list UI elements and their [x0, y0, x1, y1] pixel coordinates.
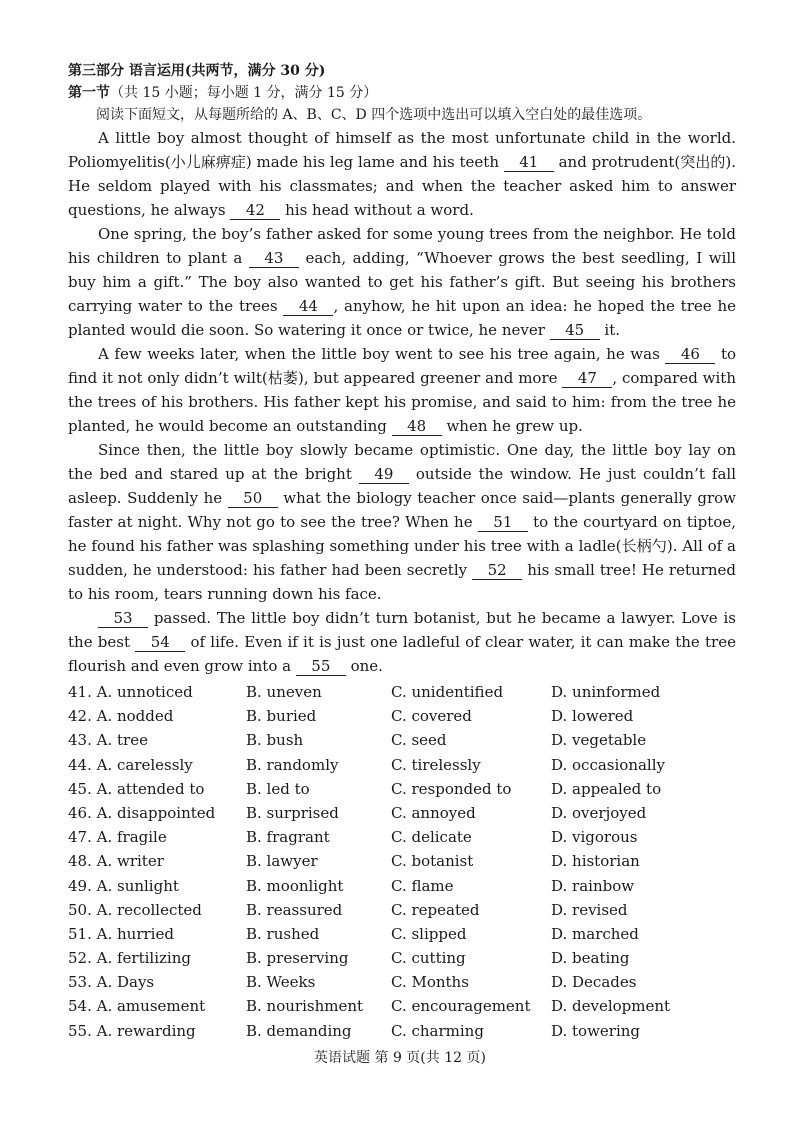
exam-page — [68, 60, 736, 1043]
passage-paragraph-5 — [68, 606, 736, 678]
option-row-50 — [68, 898, 736, 922]
blank-44: 44 — [283, 297, 333, 316]
option-b: B. rushed — [246, 924, 320, 943]
passage-text: A little boy almost thought of himself as the most unfortunate child in the world. Poliomyelitis(小儿麻痹症) made his leg lame and his teeth — [68, 129, 736, 171]
option-d: D. appealed to — [551, 779, 662, 798]
option-a: 43. A. tree — [68, 731, 148, 750]
blank-41: 41 — [504, 153, 554, 172]
passage-text: passed. The little boy didn’t turn botanist, but he became a lawyer. Love is the best — [68, 609, 736, 651]
option-c: C. seed — [391, 731, 447, 750]
option-d: D. marched — [551, 924, 639, 943]
passage-paragraph-2 — [68, 222, 736, 342]
section-heading — [68, 82, 736, 104]
option-d: D. vigorous — [551, 828, 638, 847]
option-c: C. charming — [391, 1021, 484, 1040]
option-a: 51. A. hurried — [68, 924, 174, 943]
option-b: B. uneven — [246, 683, 322, 701]
option-c: C. botanist — [391, 852, 474, 871]
option-row-47 — [68, 825, 736, 849]
option-a: 50. A. recollected — [68, 900, 202, 919]
option-c: C. delicate — [391, 828, 472, 847]
option-a: 46. A. disappointed — [68, 803, 216, 822]
option-row-46 — [68, 801, 736, 825]
option-b: B. lawyer — [246, 852, 318, 871]
page-footer: 英语试题 第 9 页(共 12 页) — [314, 1050, 486, 1066]
passage-text: his small tree! He returned to his room, tears running down his face. — [68, 561, 736, 603]
passage-text: A few weeks later, when the little boy went to see his tree again, he was — [98, 345, 666, 363]
option-row-52 — [68, 946, 736, 970]
passage-text: and protrudent(突出的). He seldom played with his classmates; and when the teacher asked him to answer questions, he always — [68, 153, 736, 219]
option-b: B. randomly — [246, 755, 339, 774]
option-a: 54. A. amusement — [68, 997, 206, 1016]
blank-43: 43 — [249, 249, 299, 268]
option-c: C. slipped — [391, 924, 467, 943]
option-row-53 — [68, 970, 736, 994]
section-label: 第一节 — [68, 85, 110, 101]
option-row-48 — [68, 849, 736, 873]
option-c: C. unidentified — [391, 683, 504, 701]
blank-42: 42 — [230, 201, 280, 220]
blank-51: 51 — [478, 513, 528, 532]
option-c: C. flame — [391, 876, 454, 895]
option-b: B. demanding — [246, 1021, 352, 1040]
blank-49: 49 — [359, 465, 409, 484]
option-row-54 — [68, 994, 736, 1018]
blank-48: 48 — [392, 417, 442, 436]
passage-text: to the courtyard on tiptoe, he found his father was splashing something under his tree with a ladle(长柄勺). All of a sudden, he understood: his father had been secretly — [68, 513, 736, 579]
option-a: 41. A. unnoticed — [68, 683, 193, 701]
option-c: C. repeated — [391, 900, 480, 919]
option-d: D. revised — [551, 900, 628, 919]
option-d: D. development — [551, 997, 671, 1016]
answer-options — [68, 680, 736, 1043]
passage-paragraph-4 — [68, 438, 736, 606]
option-a: 53. A. Days — [68, 973, 155, 992]
option-a: 52. A. fertilizing — [68, 949, 191, 968]
option-c: C. encouragement — [391, 997, 531, 1016]
option-b: B. bush — [246, 731, 304, 750]
passage-text: One spring, the boy’s father asked for some young trees from the neighbor. He told his children to plant a — [68, 225, 736, 267]
passage-text: what the biology teacher once said—plants generally grow faster at night. Why not go to see the tree? When he — [68, 489, 736, 531]
option-d: D. lowered — [551, 707, 634, 726]
blank-55: 55 — [296, 657, 346, 676]
option-d: D. uninformed — [551, 683, 661, 701]
option-c: C. tirelessly — [391, 755, 481, 774]
blank-50: 50 — [228, 489, 278, 508]
passage-text: , compared with the trees of his brothers. His father kept his promise, and said to him: from the tree he planted, he would become an outstanding — [68, 369, 736, 435]
option-row-41 — [68, 680, 736, 704]
option-a: 48. A. writer — [68, 852, 164, 871]
option-b: B. preserving — [246, 949, 349, 968]
passage-text: Since then, the little boy slowly became optimistic. One day, the little boy lay on the bed and stared up at the bright — [68, 441, 736, 483]
option-a: 42. A. nodded — [68, 707, 174, 726]
passage-text: it. — [599, 321, 621, 339]
blank-45: 45 — [550, 321, 600, 340]
passage-text: when he grew up. — [441, 417, 583, 435]
option-b: B. fragrant — [246, 828, 330, 847]
passage-text: each, adding, “Whoever grows the best seedling, I will buy him a gift.” The boy also wanted to get his father’s gift. But seeing his brothers carrying water to the trees — [68, 249, 737, 315]
blank-52: 52 — [472, 561, 522, 580]
option-row-45 — [68, 777, 736, 801]
option-c: C. covered — [391, 707, 472, 726]
option-row-43 — [68, 728, 736, 752]
passage-text: to find it not only didn’t wilt(枯萎), but appeared greener and more — [68, 345, 737, 387]
option-a: 49. A. sunlight — [68, 876, 179, 895]
option-row-42 — [68, 704, 736, 728]
passage-text: outside the window. He just couldn’t fall asleep. Suddenly he — [68, 465, 736, 507]
passage-text: one. — [345, 657, 383, 675]
option-b: B. buried — [246, 707, 317, 726]
instructions: 阅读下面短文，从每题所给的 A、B、C、D 四个选项中选出可以填入空白处的最佳选项。 — [96, 107, 652, 123]
option-d: D. towering — [551, 1021, 641, 1040]
option-row-51 — [68, 922, 736, 946]
passage-text: his head without a word. — [280, 201, 474, 219]
passage-paragraph-3 — [68, 342, 736, 438]
blank-47: 47 — [562, 369, 612, 388]
option-c: C. cutting — [391, 949, 466, 968]
option-d: D. historian — [551, 852, 640, 871]
option-a: 45. A. attended to — [68, 779, 205, 798]
option-a: 47. A. fragile — [68, 828, 167, 847]
option-row-49 — [68, 874, 736, 898]
option-row-55 — [68, 1019, 736, 1043]
option-d: D. rainbow — [551, 876, 635, 895]
option-row-44 — [68, 753, 736, 777]
blank-53: 53 — [98, 609, 148, 628]
option-c: C. responded to — [391, 779, 512, 798]
option-d: D. vegetable — [551, 731, 647, 750]
option-b: B. surprised — [246, 803, 339, 822]
option-a: 44. A. carelessly — [68, 755, 193, 774]
blank-46: 46 — [665, 345, 715, 364]
option-c: C. Months — [391, 973, 469, 992]
passage-paragraph-1 — [68, 126, 736, 222]
option-b: B. moonlight — [246, 876, 344, 895]
section-note: （共 15 小题；每小题 1 分，满分 15 分） — [110, 85, 378, 101]
option-b: B. Weeks — [246, 973, 316, 992]
passage-text: of life. Even if it is just one ladleful of clear water, it can make the tree flourish and even grow into a — [68, 633, 736, 675]
part-title: 第三部分 语言运用(共两节，满分 30 分) — [68, 63, 326, 79]
option-d: D. occasionally — [551, 755, 666, 774]
blank-54: 54 — [135, 633, 185, 652]
option-a: 55. A. rewarding — [68, 1021, 196, 1040]
option-b: B. nourishment — [246, 997, 364, 1016]
option-b: B. led to — [246, 779, 310, 798]
option-d: D. Decades — [551, 973, 637, 992]
passage-text: , anyhow, he hit upon an idea: he hoped the tree he planted would die soon. So watering it once or twice, he never — [68, 297, 736, 339]
option-d: D. overjoyed — [551, 803, 647, 822]
option-d: D. beating — [551, 949, 630, 968]
option-b: B. reassured — [246, 900, 343, 919]
option-c: C. annoyed — [391, 803, 476, 822]
